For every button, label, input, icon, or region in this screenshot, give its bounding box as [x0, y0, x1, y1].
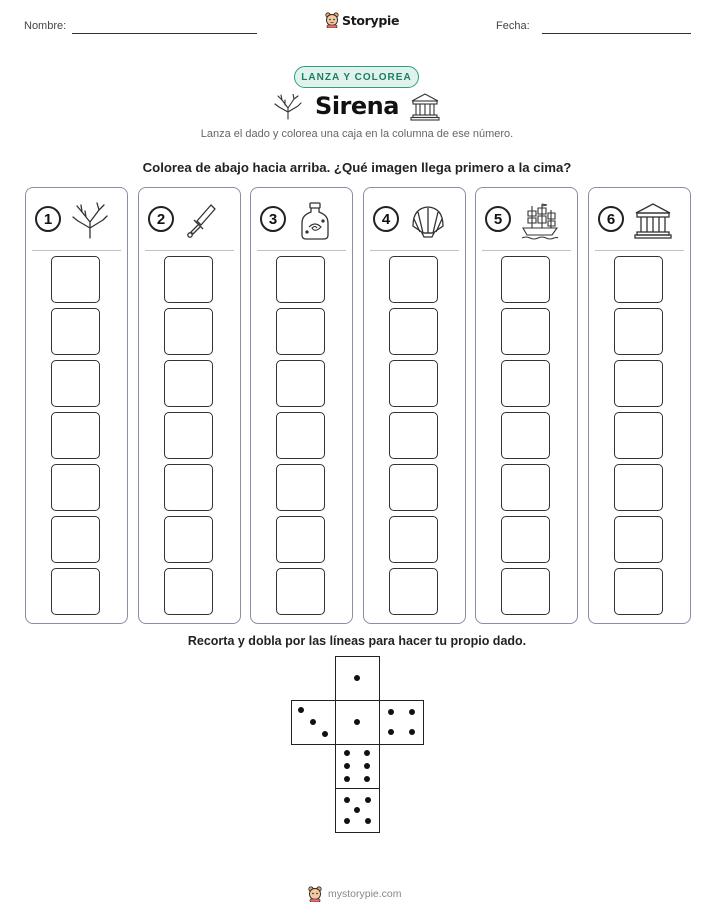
color-box[interactable] [51, 308, 100, 355]
die-face-6 [335, 744, 380, 789]
brand-name: Storypie [342, 12, 400, 28]
color-box[interactable] [614, 360, 663, 407]
name-label: Nombre: [24, 20, 67, 32]
column-divider [32, 250, 121, 251]
die-face-3 [291, 700, 336, 745]
column-header [139, 202, 240, 242]
die-pip [322, 731, 328, 737]
color-box[interactable] [51, 516, 100, 563]
color-box[interactable] [501, 516, 550, 563]
die-face-4 [379, 700, 424, 745]
color-box[interactable] [164, 568, 213, 615]
column-number: 5 [485, 206, 511, 232]
dagger-icon [183, 202, 223, 240]
column-divider [595, 250, 684, 251]
color-box[interactable] [276, 412, 325, 459]
activity-badge: LANZA Y COLOREA [294, 66, 419, 88]
column-2 [138, 187, 241, 624]
color-box[interactable] [614, 308, 663, 355]
color-box[interactable] [51, 256, 100, 303]
color-box[interactable] [276, 464, 325, 511]
color-box[interactable] [51, 464, 100, 511]
die-pip [409, 729, 415, 735]
color-box[interactable] [501, 360, 550, 407]
color-box[interactable] [614, 516, 663, 563]
die-pip [364, 776, 370, 782]
color-box[interactable] [276, 256, 325, 303]
column-divider [257, 250, 346, 251]
color-box[interactable] [164, 360, 213, 407]
die-pip [298, 707, 304, 713]
temple-icon [633, 202, 673, 240]
color-box[interactable] [614, 412, 663, 459]
storypie-mascot-icon [325, 12, 339, 28]
color-box[interactable] [276, 308, 325, 355]
column-header [476, 202, 577, 242]
temple-icon [410, 93, 440, 121]
storypie-mascot-icon [308, 886, 322, 902]
color-box[interactable] [51, 568, 100, 615]
color-box[interactable] [51, 360, 100, 407]
color-box[interactable] [389, 516, 438, 563]
column-header [251, 202, 352, 242]
color-box[interactable] [164, 412, 213, 459]
column-5 [475, 187, 578, 624]
die-pip [409, 709, 415, 715]
color-box[interactable] [164, 308, 213, 355]
column-divider [482, 250, 571, 251]
column-header [589, 202, 690, 242]
color-box[interactable] [389, 568, 438, 615]
footer-url[interactable]: mystorypie.com [328, 888, 402, 900]
color-box[interactable] [501, 308, 550, 355]
column-divider [145, 250, 234, 251]
die-pip [344, 818, 350, 824]
color-box[interactable] [614, 464, 663, 511]
die-pip [388, 709, 394, 715]
seashell-icon [408, 202, 448, 240]
die-pip [310, 719, 316, 725]
color-box[interactable] [389, 464, 438, 511]
color-box[interactable] [501, 568, 550, 615]
brand-logo [325, 12, 399, 28]
color-box[interactable] [389, 360, 438, 407]
page-title: Sirena [315, 92, 399, 120]
color-box[interactable] [614, 568, 663, 615]
footer [308, 886, 402, 902]
column-4 [363, 187, 466, 624]
column-header [364, 202, 465, 242]
color-box[interactable] [389, 412, 438, 459]
die-pip [354, 675, 360, 681]
die-pip [365, 797, 371, 803]
die-pip [344, 763, 350, 769]
sailing-ship-icon [520, 202, 560, 240]
column-header [26, 202, 127, 242]
color-box[interactable] [389, 256, 438, 303]
die-pip [354, 719, 360, 725]
color-box[interactable] [164, 464, 213, 511]
potion-bottle-icon [295, 202, 335, 240]
column-number: 6 [598, 206, 624, 232]
die-pip [354, 807, 360, 813]
color-box[interactable] [501, 256, 550, 303]
die-pip [344, 797, 350, 803]
color-box[interactable] [276, 516, 325, 563]
die-pip [364, 763, 370, 769]
title-row [0, 92, 714, 124]
instruction: Colorea de abajo hacia arriba. ¿Qué imagen llega primero a la cima? [142, 160, 572, 175]
date-line[interactable] [542, 33, 691, 34]
column-1 [25, 187, 128, 624]
cut-instruction: Recorta y dobla por las líneas para hacer tu propio dado. [187, 634, 527, 648]
color-box[interactable] [501, 464, 550, 511]
column-divider [370, 250, 459, 251]
die-pip [388, 729, 394, 735]
color-box[interactable] [389, 308, 438, 355]
color-box[interactable] [276, 568, 325, 615]
subtitle: Lanza el dado y colorea una caja en la columna de ese número. [200, 128, 514, 140]
column-number: 2 [148, 206, 174, 232]
die-pip [365, 818, 371, 824]
column-6 [588, 187, 691, 624]
coral-icon [70, 202, 110, 240]
die-pip [344, 750, 350, 756]
die-pip [364, 750, 370, 756]
column-number: 1 [35, 206, 61, 232]
color-box[interactable] [164, 256, 213, 303]
color-box[interactable] [614, 256, 663, 303]
date-label: Fecha: [496, 20, 530, 32]
die-face-5 [335, 788, 380, 833]
column-number: 4 [373, 206, 399, 232]
die-pip [344, 776, 350, 782]
color-box[interactable] [51, 412, 100, 459]
name-line[interactable] [72, 33, 257, 34]
column-number: 3 [260, 206, 286, 232]
column-3 [250, 187, 353, 624]
die-face-1 [335, 656, 380, 701]
color-box[interactable] [164, 516, 213, 563]
color-box[interactable] [276, 360, 325, 407]
die-face-1 [335, 700, 380, 745]
color-box[interactable] [501, 412, 550, 459]
